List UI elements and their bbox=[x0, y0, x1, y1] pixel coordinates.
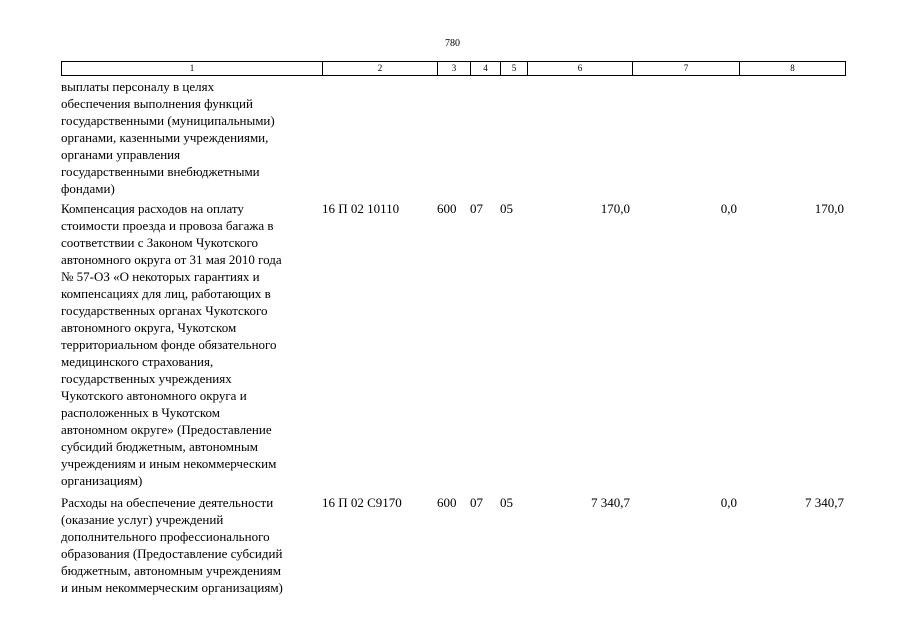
row-2-name-line: Расходы на обеспечение деятельности bbox=[61, 495, 274, 510]
row-1-name-line: субсидий бюджетным, автономным bbox=[61, 439, 258, 454]
column-header-5: 5 bbox=[501, 62, 528, 76]
column-header-7: 7 bbox=[633, 62, 740, 76]
row-2-name-line: (оказание услуг) учреждений bbox=[61, 512, 224, 527]
row-1-col3: 600 bbox=[437, 201, 457, 216]
row-1-name-line: Чукотского автономного округа и bbox=[61, 388, 247, 403]
row-2-name-line: бюджетным, автономным учреждениям bbox=[61, 563, 281, 578]
row-2-name-line: образования (Предоставление субсидий bbox=[61, 546, 283, 561]
row-1-col8: 170,0 bbox=[814, 201, 844, 216]
row-2-col6: 7 340,7 bbox=[591, 495, 630, 510]
continuation-line: органами управления bbox=[61, 147, 181, 162]
column-header-table bbox=[61, 61, 846, 76]
row-1-name-line: автономном округе» (Предоставление bbox=[61, 422, 272, 437]
row-1-name-line: стоимости проезда и провоза багажа в bbox=[61, 218, 274, 233]
row-2-col5: 05 bbox=[500, 495, 513, 510]
column-header-6: 6 bbox=[528, 62, 633, 76]
row-1-name-line: автономного округа, Чукотском bbox=[61, 320, 237, 335]
row-1-col7: 0,0 bbox=[720, 201, 737, 216]
continuation-line: государственными (муниципальными) bbox=[61, 113, 275, 128]
row-2-code: 16 П 02 С9170 bbox=[322, 495, 402, 510]
column-header-8: 8 bbox=[740, 62, 846, 76]
row-1-name-line: соответствии с Законом Чукотского bbox=[61, 235, 259, 250]
row-2-col4: 07 bbox=[470, 495, 483, 510]
continuation-line: органами, казенными учреждениями, bbox=[61, 130, 269, 145]
page-number: 780 bbox=[445, 38, 460, 49]
row-2-name-line: дополнительного профессионального bbox=[61, 529, 270, 544]
row-2-col7: 0,0 bbox=[720, 495, 737, 510]
continuation-line: обеспечения выполнения функций bbox=[61, 96, 253, 111]
continuation-line: фондами) bbox=[61, 181, 115, 196]
row-1-col4: 07 bbox=[470, 201, 483, 216]
row-2-name-line: и иным некоммерческим организациям) bbox=[61, 580, 283, 595]
continuation-line: государственными внебюджетными bbox=[61, 164, 260, 179]
row-1-name-line: территориальном фонде обязательного bbox=[61, 337, 277, 352]
row-1-col6: 170,0 bbox=[600, 201, 630, 216]
row-1-name-line: государственных учреждениях bbox=[61, 371, 232, 386]
row-1-name-line: государственных органах Чукотского bbox=[61, 303, 268, 318]
row-2-col8: 7 340,7 bbox=[805, 495, 844, 510]
row-1-name-line: организациям) bbox=[61, 473, 143, 488]
row-1-name-line: компенсациях для лиц, работающих в bbox=[61, 286, 271, 301]
column-header-4: 4 bbox=[471, 62, 501, 76]
row-1-name-line: автономного округа от 31 мая 2010 года bbox=[61, 252, 282, 267]
row-1-name-line: расположенных в Чукотском bbox=[61, 405, 221, 420]
row-2-col3: 600 bbox=[437, 495, 457, 510]
continuation-line: выплаты персоналу в целях bbox=[61, 79, 215, 94]
column-header-1: 1 bbox=[62, 62, 323, 76]
row-1-col5: 05 bbox=[500, 201, 513, 216]
column-header-row bbox=[62, 62, 846, 76]
column-header-2: 2 bbox=[323, 62, 438, 76]
row-1-name-line: учреждениям и иным некоммерческим bbox=[61, 456, 277, 471]
row-1-code: 16 П 02 10110 bbox=[322, 201, 400, 216]
row-1-name-line: № 57-ОЗ «О некоторых гарантиях и bbox=[61, 269, 260, 284]
row-1-name-line: Компенсация расходов на оплату bbox=[61, 201, 244, 216]
column-header-3: 3 bbox=[438, 62, 471, 76]
row-1-name-line: медицинского страхования, bbox=[61, 354, 214, 369]
